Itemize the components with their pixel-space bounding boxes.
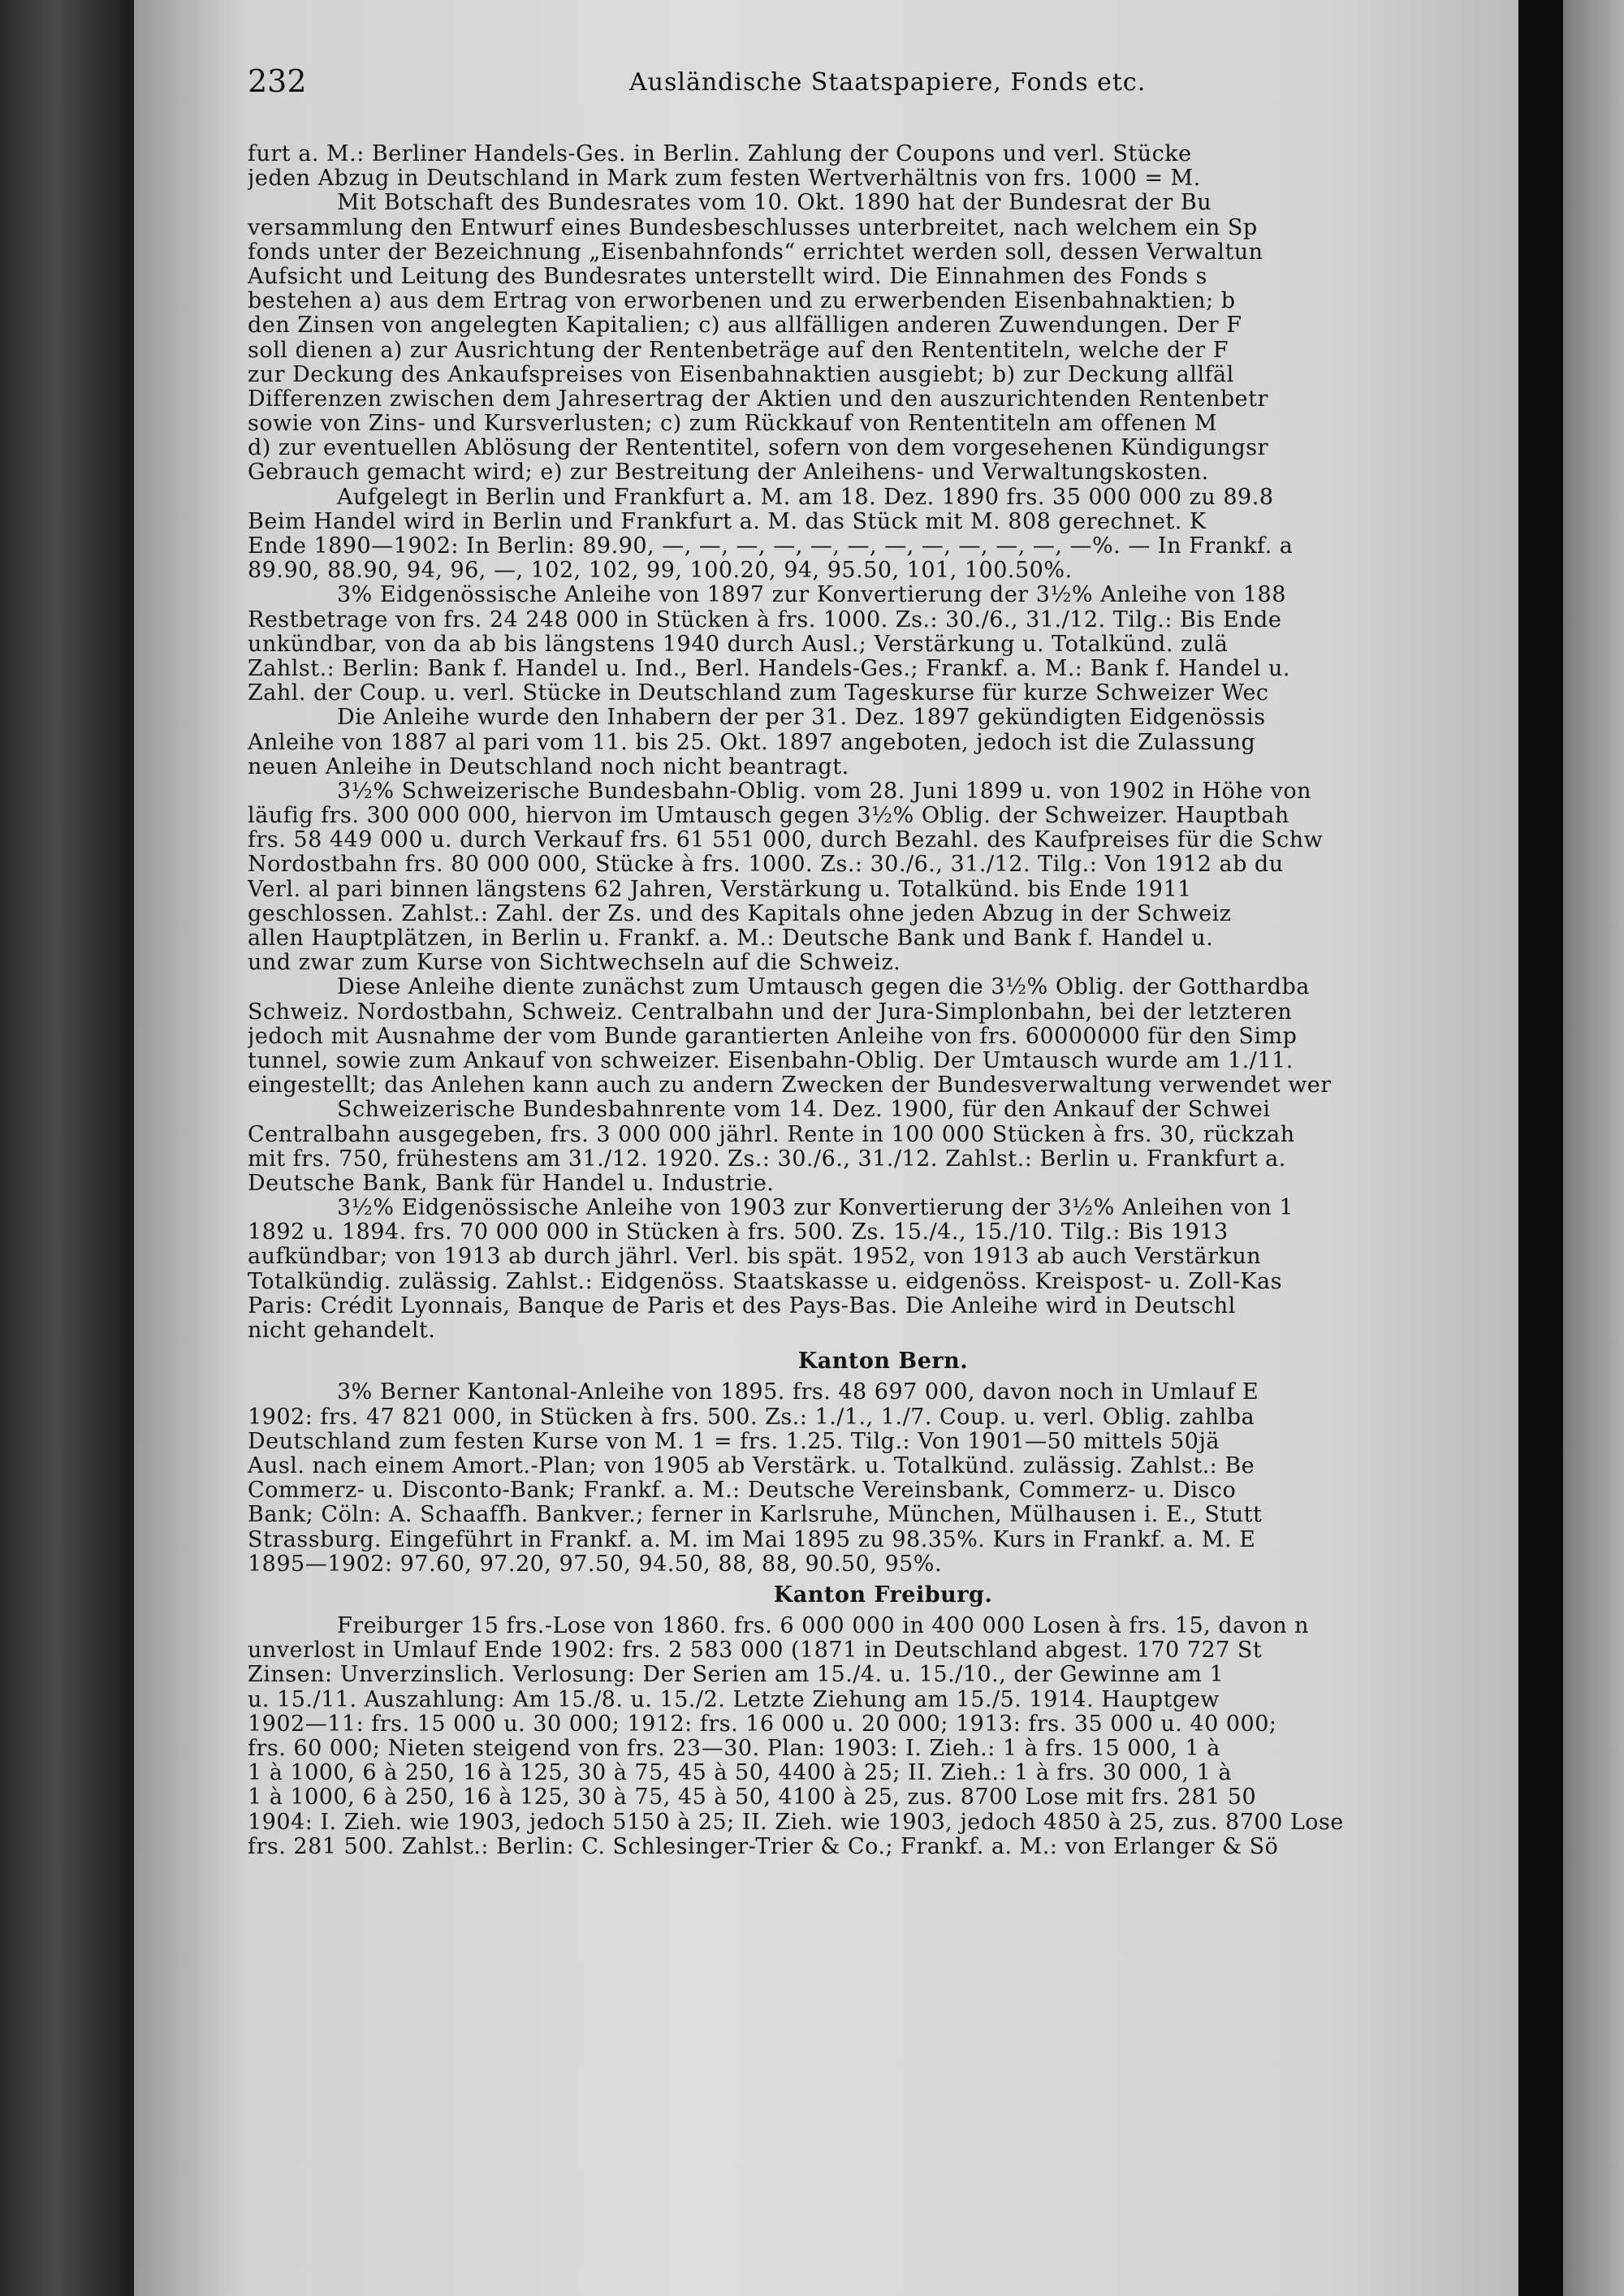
text-line: und zwar zum Kurse von Sichtwechseln auf die Schweiz. (248, 951, 901, 976)
text-line: 3% Eidgenössische Anleihe von 1897 zur Konvertierung der 3½% Anleihe von 188 (337, 583, 1286, 608)
text-line: geschlossen. Zahlst.: Zahl. der Zs. und des Kapitals ohne jeden Abzug in der Schweiz (248, 901, 1232, 926)
text-line: 1892 u. 1894. frs. 70 000 000 in Stücken à frs. 500. Zs. 15./4., 15./10. Tilg.: Bis 1913 (248, 1220, 1229, 1245)
text-line: Commerz- u. Disconto-Bank; Frankf. a. M.: Deutsche Vereinsbank, Commerz- u. Disco (248, 1478, 1237, 1504)
text-line: Zinsen: Unverzinslich. Verlosung: Der Serien am 15./4. u. 15./10., der Gewinne am 1 (248, 1663, 1224, 1688)
adjacent-page-edge (1563, 0, 1624, 2296)
text-line: Die Anleihe wurde den Inhabern der per 31. Dez. 1897 gekündigten Eidgenössis (337, 706, 1266, 731)
text-line: Schweizerische Bundesbahnrente vom 14. Dez. 1900, für den Ankauf der Schwei (337, 1098, 1271, 1123)
book-gutter (1518, 0, 1567, 2296)
text-line: 3½% Schweizerische Bundesbahn-Oblig. vom 28. Juni 1899 u. von 1902 in Höhe von (337, 779, 1312, 804)
text-line: Centralbahn ausgegeben, frs. 3 000 000 jährl. Rente in 100 000 Stücken à frs. 30, rückzah (248, 1122, 1295, 1147)
text-line: neuen Anleihe in Deutschland noch nicht beantragt. (248, 754, 849, 779)
text-line: fonds unter der Bezeichnung „Eisenbahnfonds“ errichtet werden soll, dessen Verwaltun (248, 240, 1263, 265)
text-line: 1902—11: frs. 15 000 u. 30 000; 1912: frs. 16 000 u. 20 000; 1913: frs. 35 000 u. 40 000; (248, 1711, 1277, 1737)
text-line: nicht gehandelt. (248, 1318, 436, 1343)
text-line: Verl. al pari binnen längstens 62 Jahren, Verstärkung u. Totalkünd. bis Ende 1911 (248, 877, 1192, 902)
text-line: Nordostbahn frs. 80 000 000, Stücke à frs. 1000. Zs.: 30./6., 31./12. Tilg.: Von 1912 ab du (248, 852, 1284, 878)
text-line: unverlost in Umlauf Ende 1902: frs. 2 583 000 (1871 in Deutschland abgest. 170 727 St (248, 1638, 1263, 1664)
text-line: Differenzen zwischen dem Jahresertrag der Aktien und den auszurichtenden Rentenbetr (248, 386, 1268, 412)
text-line: jedoch mit Ausnahme der vom Bunde garantierten Anleihe von frs. 60000000 für den Simp (248, 1024, 1298, 1049)
text-line: bestehen a) aus dem Ertrag von erworbenen und zu erwerbenden Eisenbahnaktien; b (248, 289, 1236, 314)
text-line: 1904: I. Zieh. wie 1903, jedoch 5150 à 25; II. Zieh. wie 1903, jedoch 4850 à 25, zus. 8700 Lose (248, 1810, 1344, 1835)
text-line: Restbetrage von frs. 24 248 000 in Stücken à frs. 1000. Zs.: 30./6., 31./12. Tilg.: Bis Ende (248, 607, 1282, 632)
text-line: 3½% Eidgenössische Anleihe von 1903 zur Konvertierung der 3½% Anleihen von 1 (337, 1196, 1294, 1221)
text-line: Deutschland zum festen Kurse von M. 1 = frs. 1.25. Tilg.: Von 1901—50 mittels 50jä (248, 1429, 1220, 1454)
text-line: Aufgelegt in Berlin und Frankfurt a. M. am 18. Dez. 1890 frs. 35 000 000 zu 89.8 (337, 485, 1274, 510)
text-line: Paris: Crédit Lyonnais, Banque de Paris et des Pays-Bas. Die Anleihe wird in Deutschl (248, 1293, 1236, 1318)
text-line: Deutsche Bank, Bank für Handel u. Industrie. (248, 1171, 775, 1196)
text-line: 89.90, 88.90, 94, 96, —, 102, 102, 99, 100.20, 94, 95.50, 101, 100.50%. (248, 559, 1073, 584)
text-line: versammlung den Entwurf eines Bundesbeschlusses unterbreitet, nach welchem ein Sp (248, 215, 1258, 240)
text-line: frs. 281 500. Zahlst.: Berlin: C. Schlesinger-Trier & Co.; Frankf. a. M.: von Erlanger & Sö (248, 1834, 1279, 1859)
text-line: Beim Handel wird in Berlin und Frankfurt a. M. das Stück mit M. 808 gerechnet. K (248, 509, 1207, 534)
text-line: d) zur eventuellen Ablösung der Rententitel, sofern von dem vorgesehenen Kündigungsr (248, 436, 1268, 461)
text-line: den Zinsen von angelegten Kapitalien; c) aus allfälligen anderen Zuwendungen. Der F (248, 313, 1242, 339)
running-title: Ausländische Staatspapiere, Fonds etc. (629, 68, 1147, 97)
text-line: eingestellt; das Anlehen kann auch zu andern Zwecken der Bundesverwaltung verwendet wer (248, 1073, 1332, 1098)
text-line: tunnel, sowie zum Ankauf von schweizer. Eisenbahn-Oblig. Der Umtausch wurde am 1./11. (248, 1048, 1294, 1073)
text-line: Bank; Cöln: A. Schaaffh. Bankver.; ferner in Karlsruhe, München, Mülhausen i. E., Stutt (248, 1503, 1263, 1528)
text-line: allen Hauptplätzen, in Berlin u. Frankf. a. M.: Deutsche Bank und Bank f. Handel u. (248, 926, 1214, 951)
text-line: sowie von Zins- und Kursverlusten; c) zum Rückkauf von Rententiteln am offenen M (248, 412, 1217, 437)
text-line: Schweiz. Nordostbahn, Schweiz. Centralbahn und der Jura-Simplonbahn, bei der letzteren (248, 999, 1293, 1025)
text-line: läufig frs. 300 000 000, hiervon im Umtausch gegen 3½% Oblig. der Schweizer. Hauptbah (248, 804, 1289, 829)
text-line: unkündbar, von da ab bis längstens 1940 durch Ausl.; Verstärkung u. Totalkünd. zulä (248, 632, 1229, 657)
text-line: 1 à 1000, 6 à 250, 16 à 125, 30 à 75, 45 à 50, 4400 à 25; II. Zieh.: 1 à frs. 30 000, 1 à (248, 1761, 1232, 1786)
text-line: Freiburger 15 frs.-Lose von 1860. frs. 6 000 000 in 400 000 Losen à frs. 15, davon n (337, 1614, 1310, 1639)
text-line: 3% Berner Kantonal-Anleihe von 1895. frs. 48 697 000, davon noch in Umlauf E (337, 1380, 1259, 1405)
text-line: aufkündbar; von 1913 ab durch jährl. Verl. bis spät. 1952, von 1913 ab auch Verstärkun (248, 1245, 1262, 1270)
text-line: 1 à 1000, 6 à 250, 16 à 125, 30 à 75, 45 à 50, 4100 à 25, zus. 8700 Lose mit frs. 281 50 (248, 1785, 1257, 1810)
text-line: zur Deckung des Ankaufspreises von Eisenbahnaktien ausgiebt; b) zur Deckung allfäl (248, 362, 1234, 387)
book-spine-left (0, 0, 138, 2296)
text-line: Diese Anleihe diente zunächst zum Umtausch gegen die 3½% Oblig. der Gotthardba (337, 975, 1310, 1000)
text-line: Mit Botschaft des Bundesrates vom 10. Okt. 1890 hat der Bundesrat der Bu (337, 191, 1212, 216)
text-line: Aufsicht und Leitung des Bundesrates unterstellt wird. Die Einnahmen des Fonds s (248, 264, 1207, 289)
text-line: Totalkündig. zulässig. Zahlst.: Eidgenöss. Staatskasse u. eidgenöss. Kreispost- u. Zoll-Kas (248, 1269, 1282, 1294)
section-heading: Kanton Freiburg. (773, 1582, 993, 1608)
text-line: 1902: frs. 47 821 000, in Stücken à frs. 500. Zs.: 1./1., 1./7. Coup. u. verl. Oblig. zahlba (248, 1405, 1255, 1430)
text-line: soll dienen a) zur Ausrichtung der Rentenbeträge auf den Rententiteln, welche der F (248, 338, 1229, 363)
text-line: frs. 58 449 000 u. durch Verkauf frs. 61 551 000, durch Bezahl. des Kaufpreises für die Schw (248, 828, 1324, 853)
text-line: frs. 60 000; Nieten steigend von frs. 23—30. Plan: 1903: I. Zieh.: 1 à frs. 15 000, 1 à (248, 1737, 1220, 1761)
text-line: Zahl. der Coup. u. verl. Stücke in Deutschland zum Tageskurse für kurze Schweizer Wec (248, 681, 1269, 706)
text-line: Strassburg. Eingeführt in Frankf. a. M. im Mai 1895 zu 98.35%. Kurs in Frankf. a. M. E (248, 1527, 1256, 1552)
text-line: Gebrauch gemacht wird; e) zur Bestreitung der Anleihens- und Verwaltungskosten. (248, 460, 1209, 486)
text-line: Zahlst.: Berlin: Bank f. Handel u. Ind., Berl. Handels-Ges.; Frankf. a. M.: Bank f. Handel u. (248, 656, 1290, 681)
text-line: mit frs. 750, frühestens am 31./12. 1920. Zs.: 30./6., 31./12. Zahlst.: Berlin u. Frankfurt a. (248, 1146, 1286, 1172)
text-line: u. 15./11. Auszahlung: Am 15./8. u. 15./2. Letzte Ziehung am 15./5. 1914. Hauptgew (248, 1687, 1220, 1712)
text-line: furt a. M.: Berliner Handels-Ges. in Berlin. Zahlung der Coupons und verl. Stücke (248, 142, 1192, 166)
section-heading: Kanton Bern. (797, 1349, 969, 1375)
page-body (248, 142, 1518, 2253)
text-line: Ende 1890—1902: In Berlin: 89.90, —, —, —, —, —, —, —, —, —, —, —, —%. — In Frankf. a (248, 534, 1294, 559)
text-line: Ausl. nach einem Amort.-Plan; von 1905 ab Verstärk. u. Totalkünd. zulässig. Zahlst.: Be (248, 1453, 1255, 1478)
page-header (248, 63, 1547, 104)
text-line: jeden Abzug in Deutschland in Mark zum festen Wertverhältnis von frs. 1000 = M. (248, 166, 1201, 192)
text-line: 1895—1902: 97.60, 97.20, 97.50, 94.50, 88, 88, 90.50, 95%. (248, 1552, 943, 1577)
text-line: Anleihe von 1887 al pari vom 11. bis 25. Okt. 1897 angeboten, jedoch ist die Zulassung (248, 730, 1256, 755)
page-number: 232 (248, 63, 307, 99)
